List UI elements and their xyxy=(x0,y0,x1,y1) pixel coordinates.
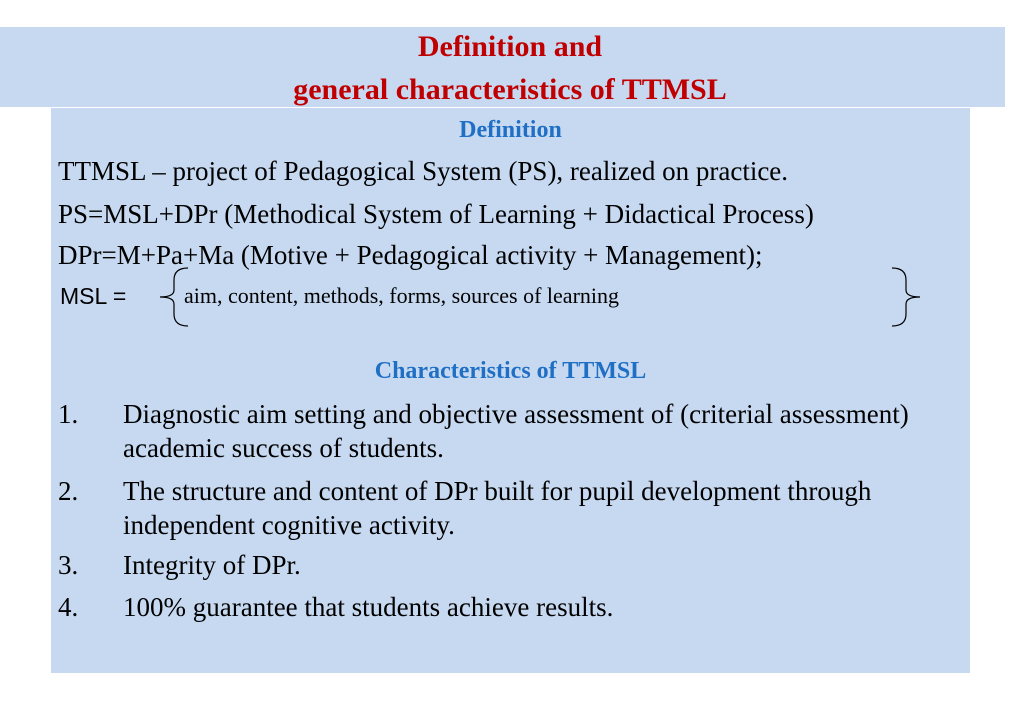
list-item-number: 2. xyxy=(58,476,79,506)
list-item-text: Integrity of DPr. xyxy=(123,550,301,580)
list-item-number: 1. xyxy=(58,399,79,429)
msl-components: aim, content, methods, forms, sources of learning xyxy=(184,283,620,308)
definition-heading: Definition xyxy=(459,117,562,143)
list-item-text: Diagnostic aim setting and objective assessment of (criterial assessment) academic success of students. xyxy=(123,399,909,463)
content-panel xyxy=(51,108,970,673)
slide-title-line-1: Definition and xyxy=(417,30,603,63)
characteristics-heading: Characteristics of TTMSL xyxy=(374,358,647,384)
right-brace-icon xyxy=(888,266,924,328)
list-item-number: 4. xyxy=(58,592,79,622)
slide-title-line-2: general characteristics of TTMSL xyxy=(293,73,727,106)
msl-label: MSL = xyxy=(60,283,127,309)
definition-line-ps: PS=MSL+DPr (Methodical System of Learning + Didactical Process) xyxy=(58,199,814,229)
list-item-text: The structure and content of DPr built for pupil development through independent cognitive activity. xyxy=(123,476,872,540)
list-item-text: 100% guarantee that students achieve results. xyxy=(123,592,614,622)
definition-line-ttmsl: TTMSL – project of Pedagogical System (PS), realized on practice. xyxy=(58,156,789,186)
definition-line-dpr: DPr=M+Pa+Ma (Motive + Pedagogical activity + Management); xyxy=(58,240,763,270)
list-item-number: 3. xyxy=(58,550,79,580)
